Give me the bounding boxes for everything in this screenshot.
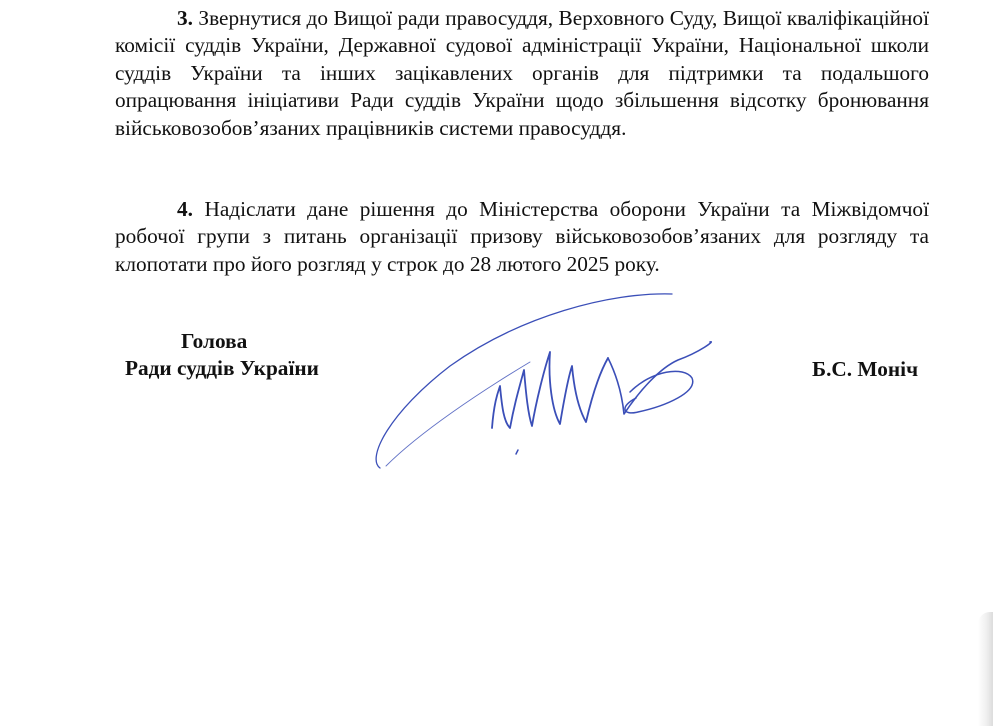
signatory-name: Б.С. Моніч xyxy=(812,357,919,381)
decision-item-3 xyxy=(115,5,929,142)
handwritten-signature xyxy=(360,282,720,482)
item-4-text: Надіслати дане рішення до Міністерства оборони України та Міжвідомчої робочої групи з питань організації призову військовозобов’язаних для розгляду та клопотати про його розгляд у строк до 28 лютого 2025 року. xyxy=(115,197,929,276)
item-3-text: Звернутися до Вищої ради правосуддя, Верховного Суду, Вищої кваліфікаційної комісії суддів України, Державної судової адміністрації України, Національної школи суддів України та інших зацікавлених органів для підтримки та подальшого опрацювання ініціативи Ради суддів України щодо збільшення відсотку бронювання військовозобов’язаних працівників системи правосуддя. xyxy=(115,6,929,140)
item-4-number: 4. xyxy=(177,197,193,221)
signatory-title-line2: Ради суддів України xyxy=(125,356,319,380)
item-3-number: 3. xyxy=(177,6,193,30)
page-edge-shadow xyxy=(978,612,993,726)
decision-item-4 xyxy=(115,196,929,278)
signatory-title-line1: Голова xyxy=(181,329,248,353)
